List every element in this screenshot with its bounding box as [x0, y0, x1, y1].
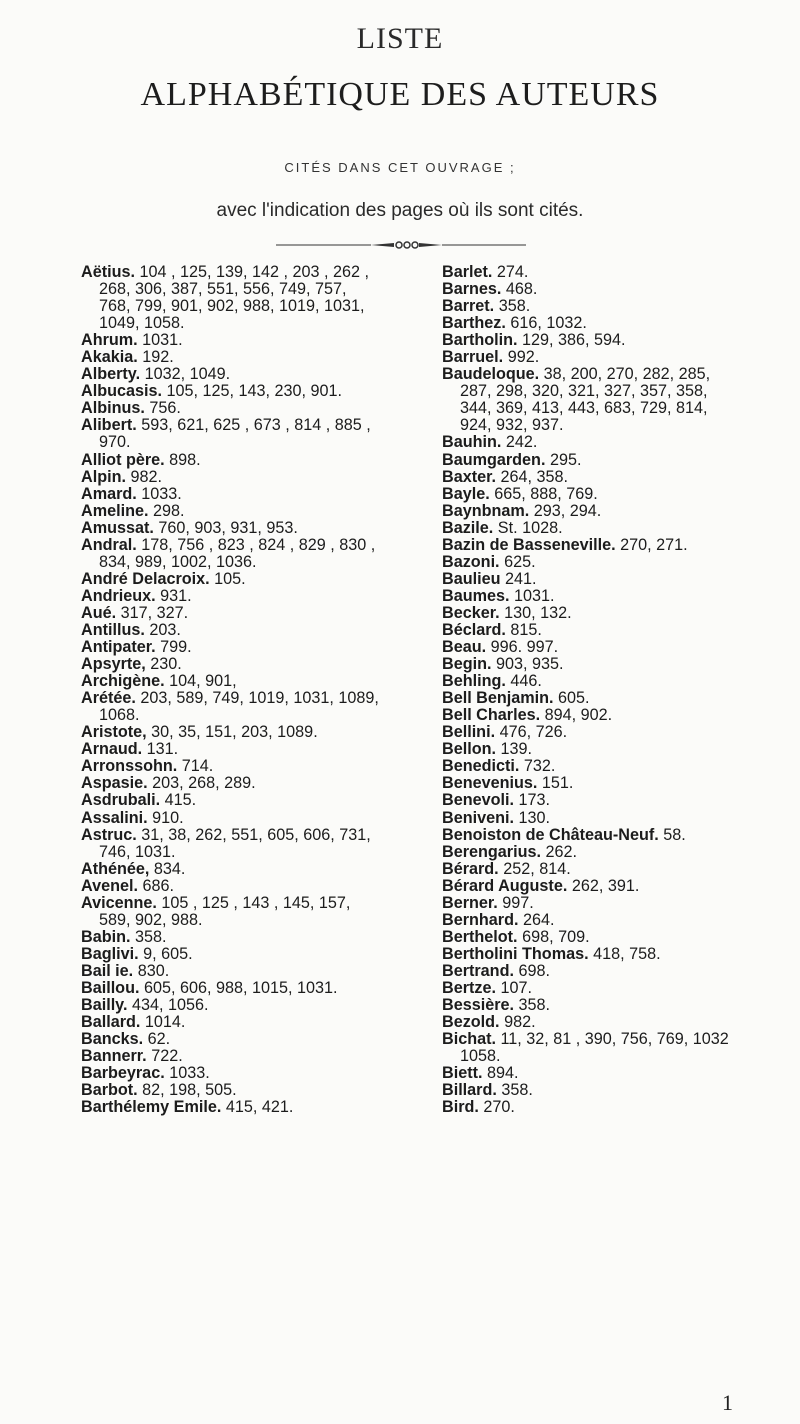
index-entry	[81, 1099, 437, 1116]
page-references: 317, 327.	[120, 603, 189, 622]
author-name: Bertholini Thomas.	[442, 944, 589, 963]
index-entry	[442, 349, 790, 366]
page-references: 344, 369, 413, 443, 683, 729, 814,	[460, 399, 708, 418]
page-references: 264.	[522, 910, 555, 929]
author-name: Barruel.	[442, 348, 504, 367]
index-entry	[81, 503, 437, 520]
page-references: 270.	[483, 1098, 515, 1117]
page-references: 105 , 125 , 143 , 145, 157,	[161, 893, 351, 912]
index-entry	[81, 810, 437, 827]
page-references: 982.	[504, 1013, 536, 1032]
page-references: 768, 799, 901, 902, 988, 1019, 1031,	[99, 297, 365, 316]
page-references: 192.	[142, 348, 174, 367]
index-entry	[81, 946, 437, 963]
index-entry	[442, 980, 790, 997]
page-references: 58.	[663, 825, 686, 844]
page-references: 173.	[518, 791, 550, 810]
author-name: Beniveni.	[442, 808, 514, 827]
page-references: 982.	[130, 467, 162, 486]
page-references: 698.	[518, 961, 550, 980]
page-references: 38, 200, 270, 282, 285,	[543, 365, 711, 384]
index-entry	[442, 1099, 790, 1116]
index-entry	[442, 673, 790, 690]
index-entry	[442, 724, 790, 741]
author-name: Archigène.	[81, 672, 165, 691]
author-name: Bellini.	[442, 723, 496, 742]
author-name: Beau.	[442, 638, 487, 657]
author-name: Bayle.	[442, 484, 490, 503]
page-references: 241.	[504, 569, 537, 588]
author-name: Barbot.	[81, 1081, 138, 1100]
page-references: 30, 35, 151, 203, 1089.	[151, 723, 318, 742]
author-name: Asdrubali.	[81, 791, 161, 810]
author-name: Baumes.	[442, 586, 510, 605]
index-entry	[442, 741, 790, 758]
author-name: Ballard.	[81, 1013, 141, 1032]
page-references: 230.	[150, 655, 182, 674]
author-name: Bailly.	[81, 996, 128, 1015]
author-name: Bertrand.	[442, 961, 514, 980]
author-name: Avenel.	[81, 876, 138, 895]
page-references: 625.	[504, 552, 536, 571]
page-references: 910.	[152, 808, 184, 827]
author-name: Alberty.	[81, 365, 141, 384]
author-name: Baglivi.	[81, 944, 139, 963]
index-entry	[442, 1031, 790, 1065]
index-entry	[81, 349, 437, 366]
author-name: Barbeyrac.	[81, 1064, 165, 1083]
page-references: 476, 726.	[499, 723, 568, 742]
index-entry	[81, 400, 437, 417]
index-entry	[81, 792, 437, 809]
author-name: Babin.	[81, 927, 131, 946]
author-name: Aristote,	[81, 723, 147, 742]
author-name: Amard.	[81, 484, 137, 503]
author-name: Bichat.	[442, 1030, 496, 1049]
page-references: 131.	[146, 740, 179, 759]
index-entry	[442, 537, 790, 554]
index-entry	[442, 264, 790, 281]
index-entry	[81, 1065, 437, 1082]
author-name: Arnaud.	[81, 740, 143, 759]
author-name: Andral.	[81, 535, 137, 554]
index-entry	[81, 1031, 437, 1048]
page-references: 105.	[214, 569, 246, 588]
page-references: 605, 606, 988, 1015, 1031.	[143, 978, 338, 997]
author-name: Bartholin.	[442, 331, 518, 350]
index-entry	[81, 758, 437, 775]
author-name: Baillou.	[81, 978, 140, 997]
author-name: Béclard.	[442, 620, 506, 639]
index-entry	[81, 997, 437, 1014]
author-name: Antipater.	[81, 638, 156, 657]
author-name: Baumgarden.	[442, 450, 546, 469]
index-entry	[81, 588, 437, 605]
author-name: Barthélemy Emile.	[81, 1098, 222, 1117]
page-references: 151.	[541, 774, 574, 793]
index-entry	[442, 281, 790, 298]
author-name: Avicenne.	[81, 893, 157, 912]
index-entry	[81, 741, 437, 758]
index-entry	[81, 639, 437, 656]
page-references: 418, 758.	[593, 944, 661, 963]
page-references: 293, 294.	[533, 501, 602, 520]
page-references: St. 1028.	[497, 518, 563, 537]
author-name: Bell Benjamin.	[442, 689, 554, 708]
author-name: Bannerr.	[81, 1047, 147, 1066]
page-references: 129, 386, 594.	[522, 331, 626, 350]
index-entry	[442, 656, 790, 673]
page-references: 287, 298, 320, 321, 327, 357, 358,	[460, 382, 708, 401]
author-name: Bessière.	[442, 996, 514, 1015]
page-references: 1033.	[169, 1064, 210, 1083]
author-name: Alliot père.	[81, 450, 165, 469]
page-references: 139.	[500, 740, 532, 759]
author-name: Bail ie.	[81, 961, 134, 980]
author-name: Barthez.	[442, 314, 506, 333]
page-references: 722.	[151, 1047, 183, 1066]
page-references: 178, 756 , 823 , 824 , 829 , 830 ,	[141, 535, 376, 554]
index-entry	[81, 520, 437, 537]
index-entry	[81, 469, 437, 486]
page-references: 665, 888, 769.	[494, 484, 598, 503]
page-references: 815.	[510, 620, 542, 639]
page-references: 203, 268, 289.	[152, 774, 256, 793]
page-references: 104 , 125, 139, 142 , 203 , 262 ,	[139, 263, 369, 281]
index-entry	[442, 622, 790, 639]
page-references: 11, 32, 81 , 390, 756, 769, 1032	[500, 1030, 729, 1049]
page-references: 242.	[505, 433, 538, 452]
page-references: 1014.	[144, 1013, 186, 1032]
page-references: 898.	[169, 450, 201, 469]
page-references: 468.	[505, 280, 538, 299]
index-entry	[442, 639, 790, 656]
page-references: 104, 901,	[169, 672, 237, 691]
author-name: Aëtius.	[81, 263, 135, 281]
page-references: 31, 38, 262, 551, 605, 606, 731,	[141, 825, 371, 844]
author-name: Billard.	[442, 1081, 497, 1100]
right-column	[442, 264, 790, 1116]
author-name: Bérard Auguste.	[442, 876, 568, 895]
page-references: 434, 1056.	[131, 996, 209, 1015]
index-entry	[442, 366, 790, 434]
author-name: Benevenius.	[442, 774, 538, 793]
index-entry	[442, 503, 790, 520]
page-references: 686.	[142, 876, 174, 895]
author-name: Assalini.	[81, 808, 148, 827]
page-references: 746, 1031.	[99, 842, 176, 861]
heading-note: avec l'indication des pages où ils sont cités.	[216, 200, 584, 221]
index-entry	[442, 707, 790, 724]
author-name: Alpin.	[81, 467, 126, 486]
author-name: Akakia.	[81, 348, 138, 367]
index-entry	[81, 878, 437, 895]
index-entry	[81, 537, 437, 571]
ornamental-rule	[276, 240, 526, 250]
page-references: 1058.	[460, 1047, 501, 1066]
author-name: Berner.	[442, 893, 498, 912]
author-name: Albinus.	[81, 399, 145, 418]
page-references: 358.	[134, 927, 167, 946]
author-name: Albucasis.	[81, 382, 162, 401]
page-references: 589, 902, 988.	[99, 910, 203, 929]
author-name: Benedicti.	[442, 757, 520, 776]
page-references: 698, 709.	[522, 927, 590, 946]
index-entry	[442, 332, 790, 349]
index-entry	[442, 758, 790, 775]
page-references: 894.	[486, 1064, 519, 1083]
index-entry	[81, 1014, 437, 1031]
author-name: Barret.	[442, 297, 495, 316]
page-references: 130, 132.	[504, 603, 572, 622]
page-references: 970.	[99, 433, 131, 452]
page-references: 268, 306, 387, 551, 556, 749, 757,	[99, 280, 347, 299]
page-references: 252, 814.	[503, 859, 571, 878]
index-entry	[442, 861, 790, 878]
page-references: 1031.	[513, 586, 555, 605]
page-references: 1033.	[141, 484, 182, 503]
index-entry	[81, 452, 437, 469]
author-name: André Delacroix.	[81, 569, 210, 588]
author-name: Bazoni.	[442, 552, 500, 571]
index-entry	[81, 622, 437, 639]
index-entry	[442, 895, 790, 912]
page-references: 358.	[501, 1081, 533, 1100]
index-entry	[442, 878, 790, 895]
page-references: 358.	[518, 996, 551, 1015]
index-entry	[442, 810, 790, 827]
author-name: Apsyrte,	[81, 655, 146, 674]
page-references: 593, 621, 625 , 673 , 814 , 885 ,	[141, 416, 371, 435]
page-references: 262, 391.	[571, 876, 640, 895]
author-name: Baudeloque.	[442, 365, 540, 384]
author-name: Bell Charles.	[442, 706, 541, 725]
page-references: 262.	[545, 842, 577, 861]
index-entry	[81, 1082, 437, 1099]
index-entry	[442, 520, 790, 537]
index-entry	[81, 673, 437, 690]
author-name: Berthelot.	[442, 927, 518, 946]
index-entry	[442, 605, 790, 622]
author-name: Barnes.	[442, 280, 502, 299]
page-references: 756.	[149, 399, 181, 418]
author-name: Barlet.	[442, 263, 493, 281]
author-name: Astruc.	[81, 825, 137, 844]
index-entry	[81, 690, 437, 724]
index-entry	[81, 656, 437, 673]
index-entry	[442, 1082, 790, 1099]
page-references: 997.	[502, 893, 534, 912]
index-entry	[442, 946, 790, 963]
author-name: Aspasie.	[81, 774, 148, 793]
page-references: 9, 605.	[143, 944, 193, 963]
index-entry	[442, 1065, 790, 1082]
heading-liste: LISTE	[356, 22, 444, 55]
index-entry	[442, 434, 790, 451]
author-name: Benoiston de Château-Neuf.	[442, 825, 659, 844]
page-references: 130.	[518, 808, 550, 827]
page-references: 605.	[558, 689, 590, 708]
index-entry	[81, 963, 437, 980]
page-references: 264, 358.	[500, 467, 569, 486]
page-references: 107.	[500, 978, 532, 997]
index-entry	[442, 844, 790, 861]
page-references: 203, 589, 749, 1019, 1031, 1089,	[140, 689, 379, 708]
index-entry	[442, 588, 790, 605]
index-entry	[81, 895, 437, 929]
index-entry	[442, 571, 790, 588]
author-name: Athénée,	[81, 859, 150, 878]
page-references: 62.	[147, 1030, 171, 1049]
page-references: 415.	[164, 791, 197, 810]
index-entry	[442, 469, 790, 486]
index-entry	[81, 775, 437, 792]
index-entry	[442, 486, 790, 503]
author-name: Behling.	[442, 672, 506, 691]
author-name: Bérard.	[442, 859, 499, 878]
index-entry	[442, 929, 790, 946]
index-entry	[81, 724, 437, 741]
page-references: 931.	[160, 586, 192, 605]
page-references: 415, 421.	[225, 1098, 294, 1117]
page-references: 1068.	[99, 706, 140, 725]
heading-title: ALPHABÉTIQUE DES AUTEURS	[140, 76, 660, 113]
page-references: 834.	[153, 859, 186, 878]
page-references: 616, 1032.	[510, 314, 587, 333]
author-name: Benevoli.	[442, 791, 514, 810]
page-references: 799.	[160, 638, 192, 657]
author-name: Ahrum.	[81, 331, 138, 350]
index-entry	[81, 417, 437, 451]
page-references: 894, 902.	[544, 706, 613, 725]
author-name: Bezold.	[442, 1013, 500, 1032]
page-references: 834, 989, 1002, 1036.	[99, 552, 257, 571]
author-name: Arétée.	[81, 689, 136, 708]
page-references: 903, 935.	[495, 655, 564, 674]
left-column	[81, 264, 437, 1116]
page-references: 924, 932, 937.	[460, 416, 564, 435]
index-entry	[81, 366, 437, 383]
page-references: 1031.	[142, 331, 183, 350]
author-name: Berengarius.	[442, 842, 541, 861]
index-entry	[81, 383, 437, 400]
author-name: Bazin de Basseneville.	[442, 535, 616, 554]
author-name: Begin.	[442, 655, 492, 674]
page-references: 1049, 1058.	[99, 314, 185, 333]
author-name: Amussat.	[81, 518, 154, 537]
index-entry	[442, 963, 790, 980]
index-entry	[81, 929, 437, 946]
author-name: Bauhin.	[442, 433, 502, 452]
author-name: Bertze.	[442, 978, 496, 997]
page-references: 732.	[523, 757, 556, 776]
index-entry	[81, 486, 437, 503]
page-references: 82, 198, 505.	[142, 1081, 237, 1100]
author-name: Biett.	[442, 1064, 483, 1083]
author-name: Andrieux.	[81, 586, 156, 605]
index-entry	[81, 1048, 437, 1065]
author-name: Baynbnam.	[442, 501, 530, 520]
page-references: 992.	[507, 348, 540, 367]
author-name: Arronssohn.	[81, 757, 178, 776]
page-references: 270, 271.	[620, 535, 688, 554]
author-name: Baulieu	[442, 569, 501, 588]
page-number: 1	[722, 1390, 733, 1415]
author-name: Becker.	[442, 603, 500, 622]
author-name: Antillus.	[81, 620, 145, 639]
author-name: Bernhard.	[442, 910, 519, 929]
page-references: 358.	[498, 297, 531, 316]
index-entry	[442, 775, 790, 792]
index-entry	[442, 912, 790, 929]
index-entry	[81, 264, 437, 332]
index-entry	[442, 690, 790, 707]
index-entry	[81, 571, 437, 588]
page-references: 105, 125, 143, 230, 901.	[166, 382, 343, 401]
index-entry	[442, 554, 790, 571]
page-references: 298.	[152, 501, 185, 520]
page-references: 830.	[137, 961, 170, 980]
page-references: 295.	[549, 450, 582, 469]
index-entry	[442, 298, 790, 315]
page-references: 446.	[510, 672, 542, 691]
index-entry	[81, 861, 437, 878]
page-references: 1032, 1049.	[144, 365, 231, 384]
page-references: 203.	[149, 620, 181, 639]
index-entry	[81, 605, 437, 622]
page-references: 760, 903, 931, 953.	[158, 518, 298, 537]
author-name: Bird.	[442, 1098, 479, 1117]
index-entry	[81, 332, 437, 349]
index-entry	[81, 827, 437, 861]
author-name: Aué.	[81, 603, 117, 622]
author-name: Bazile.	[442, 518, 494, 537]
index-entry	[81, 980, 437, 997]
index-entry	[442, 452, 790, 469]
author-name: Ameline.	[81, 501, 149, 520]
page-references: 996. 997.	[490, 638, 559, 657]
index-entry	[442, 1014, 790, 1031]
page-references: 714.	[181, 757, 214, 776]
author-name: Baxter.	[442, 467, 496, 486]
index-entry	[442, 997, 790, 1014]
page-references: 274.	[496, 263, 529, 281]
heading-subtitle: CITÉS DANS CET OUVRAGE ;	[284, 160, 516, 175]
index-entry	[442, 315, 790, 332]
index-entry	[442, 827, 790, 844]
author-name: Bellon.	[442, 740, 496, 759]
author-name: Alibert.	[81, 416, 137, 435]
author-name: Bancks.	[81, 1030, 144, 1049]
index-entry	[442, 792, 790, 809]
